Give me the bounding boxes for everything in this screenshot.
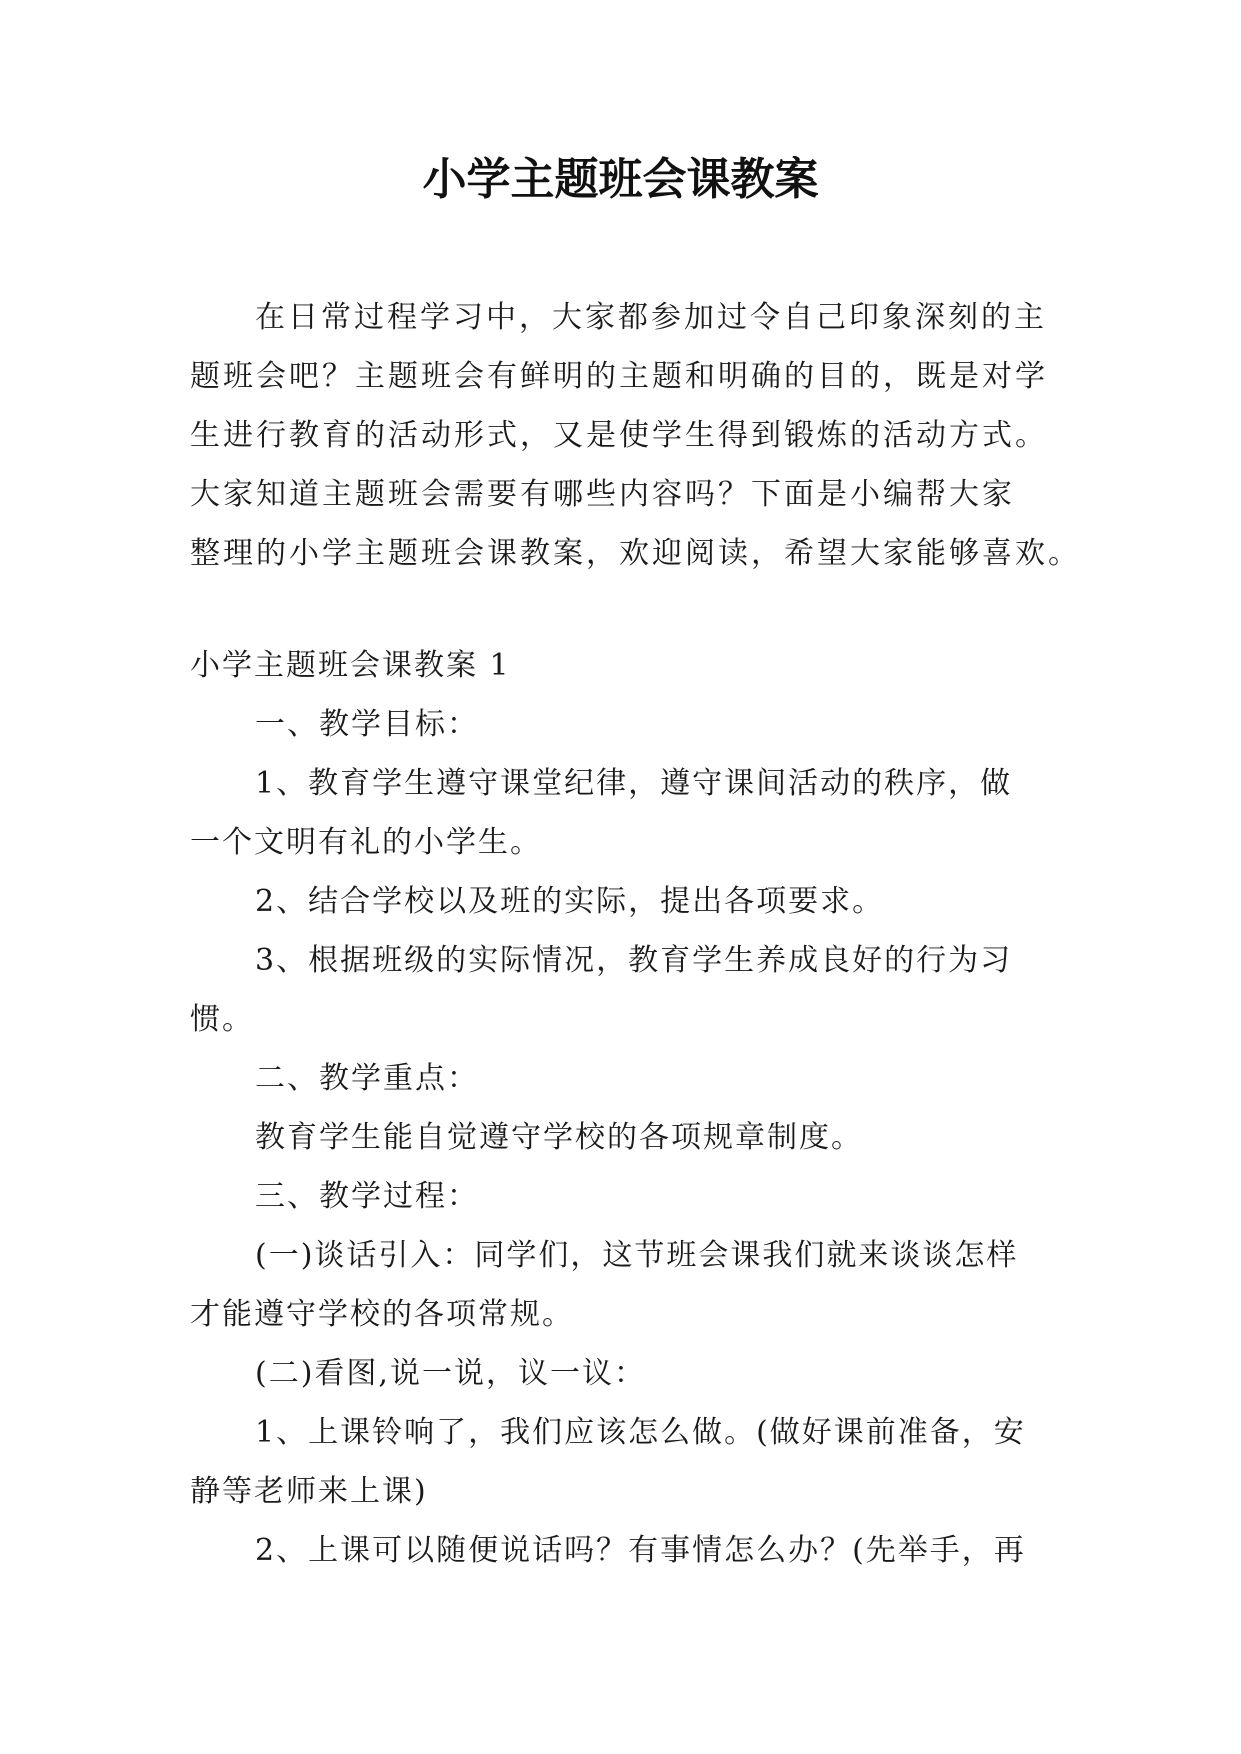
intro-line: 整理的小学主题班会课教案，欢迎阅读，希望大家能够喜欢。 [190, 536, 1081, 571]
body-line: 才能遵守学校的各项常规。 [190, 1297, 574, 1332]
heading-process: 三、教学过程： [255, 1179, 479, 1214]
heading-key-points: 二、教学重点： [255, 1061, 479, 1096]
body-line: 1、上课铃响了，我们应该怎么做。(做好课前准备，安 [255, 1415, 1026, 1450]
intro-line: 在日常过程学习中，大家都参加过令自己印象深刻的主 [255, 300, 1047, 335]
lesson-plan-body [190, 636, 1050, 1580]
intro-line: 生进行教育的活动形式，又是使学生得到锻炼的活动方式。 [190, 418, 1048, 453]
body-line: 2、结合学校以及班的实际，提出各项要求。 [255, 884, 885, 919]
body-line: 2、上课可以随便说话吗？有事情怎么办？(先举手，再 [255, 1533, 1026, 1568]
document-title: 小学主题班会课教案 [422, 154, 819, 205]
body-line: 3、根据班级的实际情况，教育学生养成良好的行为习 [255, 943, 1013, 978]
body-line: 惯。 [190, 1002, 254, 1037]
intro-line: 大家知道主题班会需要有哪些内容吗？下面是小编帮大家 [190, 477, 1015, 512]
intro-paragraph [190, 288, 1081, 583]
body-line: 一个文明有礼的小学生。 [190, 825, 542, 860]
body-line: (二)看图,说一说，议一议： [255, 1356, 646, 1391]
body-line: 教育学生能自觉遵守学校的各项规章制度。 [255, 1120, 863, 1155]
body-line: 1、教育学生遵守课堂纪律，遵守课间活动的秩序，做 [255, 766, 1013, 801]
body-line: 静等老师来上课) [190, 1474, 428, 1509]
heading-objectives: 一、教学目标： [255, 707, 479, 742]
section-heading: 小学主题班会课教案 1 [190, 648, 511, 683]
body-line: (一)谈话引入：同学们，这节班会课我们就来谈谈怎样 [255, 1238, 1019, 1273]
intro-line: 题班会吧？主题班会有鲜明的主题和明确的目的，既是对学 [190, 359, 1048, 394]
